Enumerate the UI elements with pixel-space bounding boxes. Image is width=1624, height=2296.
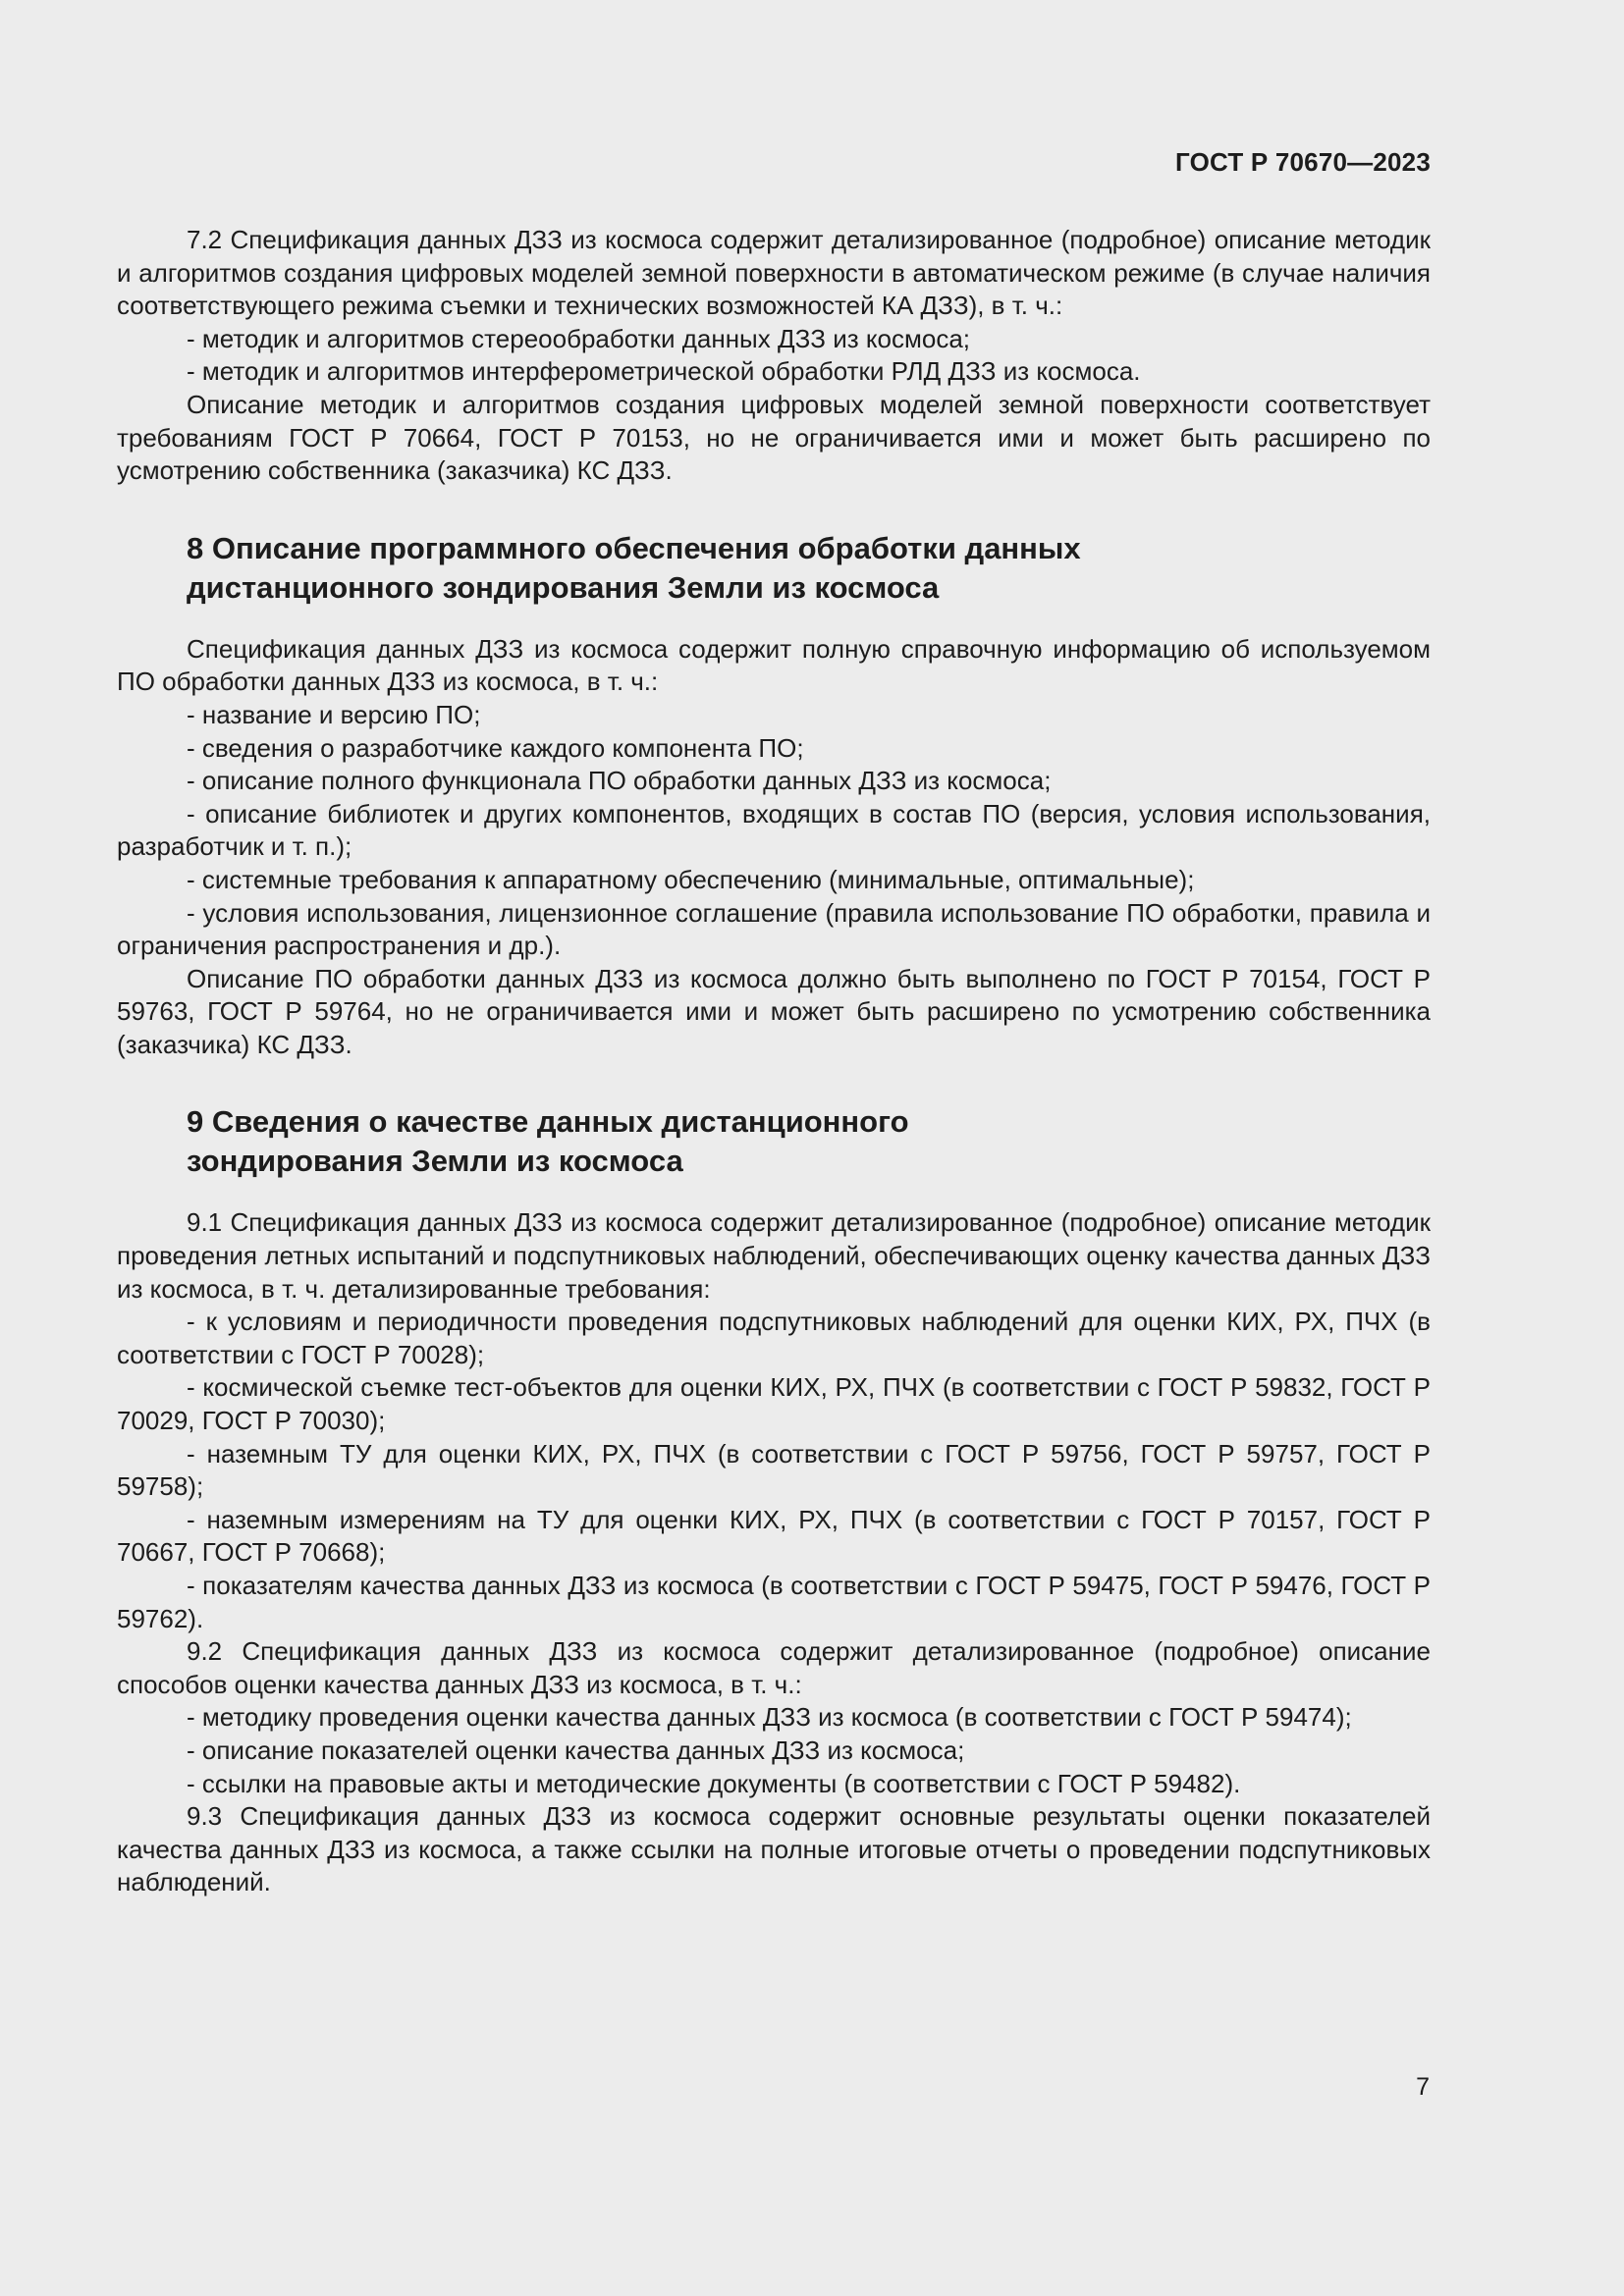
page-number: 7: [1416, 2073, 1430, 2101]
page-body: [117, 224, 1431, 1899]
list-item: - методику проведения оценки качества данных ДЗЗ из космоса (в соответствии с ГОСТ Р 59474);: [187, 1702, 1352, 1733]
paragraph: Спецификация данных ДЗЗ из космоса содержит полную справочную информацию об используемом ПО обработки данных ДЗЗ из космоса, в т. ч.:: [117, 633, 1431, 697]
section-8-heading: [187, 529, 1208, 608]
list-item: - космической съемке тест-объектов для оценки КИХ, РХ, ПЧХ (в соответствии с ГОСТ Р 59832, ГОСТ Р 70029, ГОСТ Р 70030);: [117, 1372, 1431, 1436]
paragraph-7-2: 7.2 Спецификация данных ДЗЗ из космоса содержит детализированное (подробное) описание методик и алгоритмов создания цифровых моделей земной поверхности в автоматическом режиме (в случае наличия соответствующего режима съемки и технических возможностей КА ДЗЗ), в т. ч.:: [117, 225, 1431, 321]
list-item: - сведения о разработчике каждого компонента ПО;: [187, 732, 804, 763]
list-item: - описание показателей оценки качества данных ДЗЗ из космоса;: [187, 1735, 965, 1765]
list-item: - описание полного функционала ПО обработки данных ДЗЗ из космоса;: [187, 766, 1052, 796]
list-item: - описание библиотек и других компонентов, входящих в состав ПО (версия, условия использования, разработчик и т. п.);: [117, 798, 1431, 862]
list-item: - наземным измерениям на ТУ для оценки КИХ, РХ, ПЧХ (в соответствии с ГОСТ Р 70157, ГОСТ Р 70667, ГОСТ Р 70668);: [117, 1504, 1431, 1568]
list-item: - условия использования, лицензионное соглашение (правила использование ПО обработки, правила и ограничения распространения и др.).: [117, 897, 1431, 961]
heading-line: зондирования Земли из космоса: [187, 1144, 683, 1179]
paragraph: Описание методик и алгоритмов создания цифровых моделей земной поверхности соответствует требованиям ГОСТ Р 70664, ГОСТ Р 70153, но не ограничивается ими и может быть расширено по усмотрению собственника (заказчика) КС ДЗЗ.: [117, 389, 1431, 486]
paragraph-9-2: 9.2 Спецификация данных ДЗЗ из космоса содержит детализированное (подробное) описание способов оценки качества данных ДЗЗ из космоса, в т. ч.:: [117, 1636, 1431, 1699]
list-item: - к условиям и периодичности проведения подспутниковых наблюдений для оценки КИХ, РХ, ПЧХ (в соответствии с ГОСТ Р 70028);: [117, 1307, 1431, 1369]
paragraph: Описание ПО обработки данных ДЗЗ из космоса должно быть выполнено по ГОСТ Р 70154, ГОСТ Р 59763, ГОСТ Р 59764, но не ограничивается ими и может быть расширено по усмотрению собственника (заказчика) КС ДЗЗ.: [117, 963, 1431, 1059]
list-item: - методик и алгоритмов стереообработки данных ДЗЗ из космоса;: [187, 323, 971, 353]
paragraph-9-3: 9.3 Спецификация данных ДЗЗ из космоса содержит основные результаты оценки показателей качества данных ДЗЗ из космоса, а также ссылки на полные итоговые отчеты о проведении подспутниковых наблюдений.: [117, 1801, 1431, 1897]
paragraph-9-1: 9.1 Спецификация данных ДЗЗ из космоса содержит детализированное (подробное) описание методик проведения летных испытаний и подспутниковых наблюдений, обеспечивающих оценку качества данных ДЗЗ из космоса, в т. ч. детализированные требования:: [117, 1207, 1431, 1304]
list-item: - системные требования к аппаратному обеспечению (минимальные, оптимальные);: [187, 864, 1195, 894]
document-id-header: ГОСТ Р 70670—2023: [1175, 147, 1431, 177]
list-item: - ссылки на правовые акты и методические документы (в соответствии с ГОСТ Р 59482).: [187, 1768, 1241, 1798]
heading-line: 8 Описание программного обеспечения обработки данных: [187, 530, 1081, 565]
list-item: - название и версию ПО;: [187, 699, 481, 729]
heading-line: 9 Сведения о качестве данных дистанционного: [187, 1104, 909, 1140]
heading-line: дистанционного зондирования Земли из космоса: [187, 569, 940, 605]
list-item: - наземным ТУ для оценки КИХ, РХ, ПЧХ (в соответствии с ГОСТ Р 59756, ГОСТ Р 59757, ГОСТ Р 59758);: [117, 1438, 1431, 1502]
section-9-heading: [187, 1102, 1208, 1181]
list-item: - показателям качества данных ДЗЗ из космоса (в соответствии с ГОСТ Р 59475, ГОСТ Р 59476, ГОСТ Р 59762).: [117, 1571, 1431, 1633]
list-item: - методик и алгоритмов интерферометрической обработки РЛД ДЗЗ из космоса.: [187, 356, 1141, 387]
